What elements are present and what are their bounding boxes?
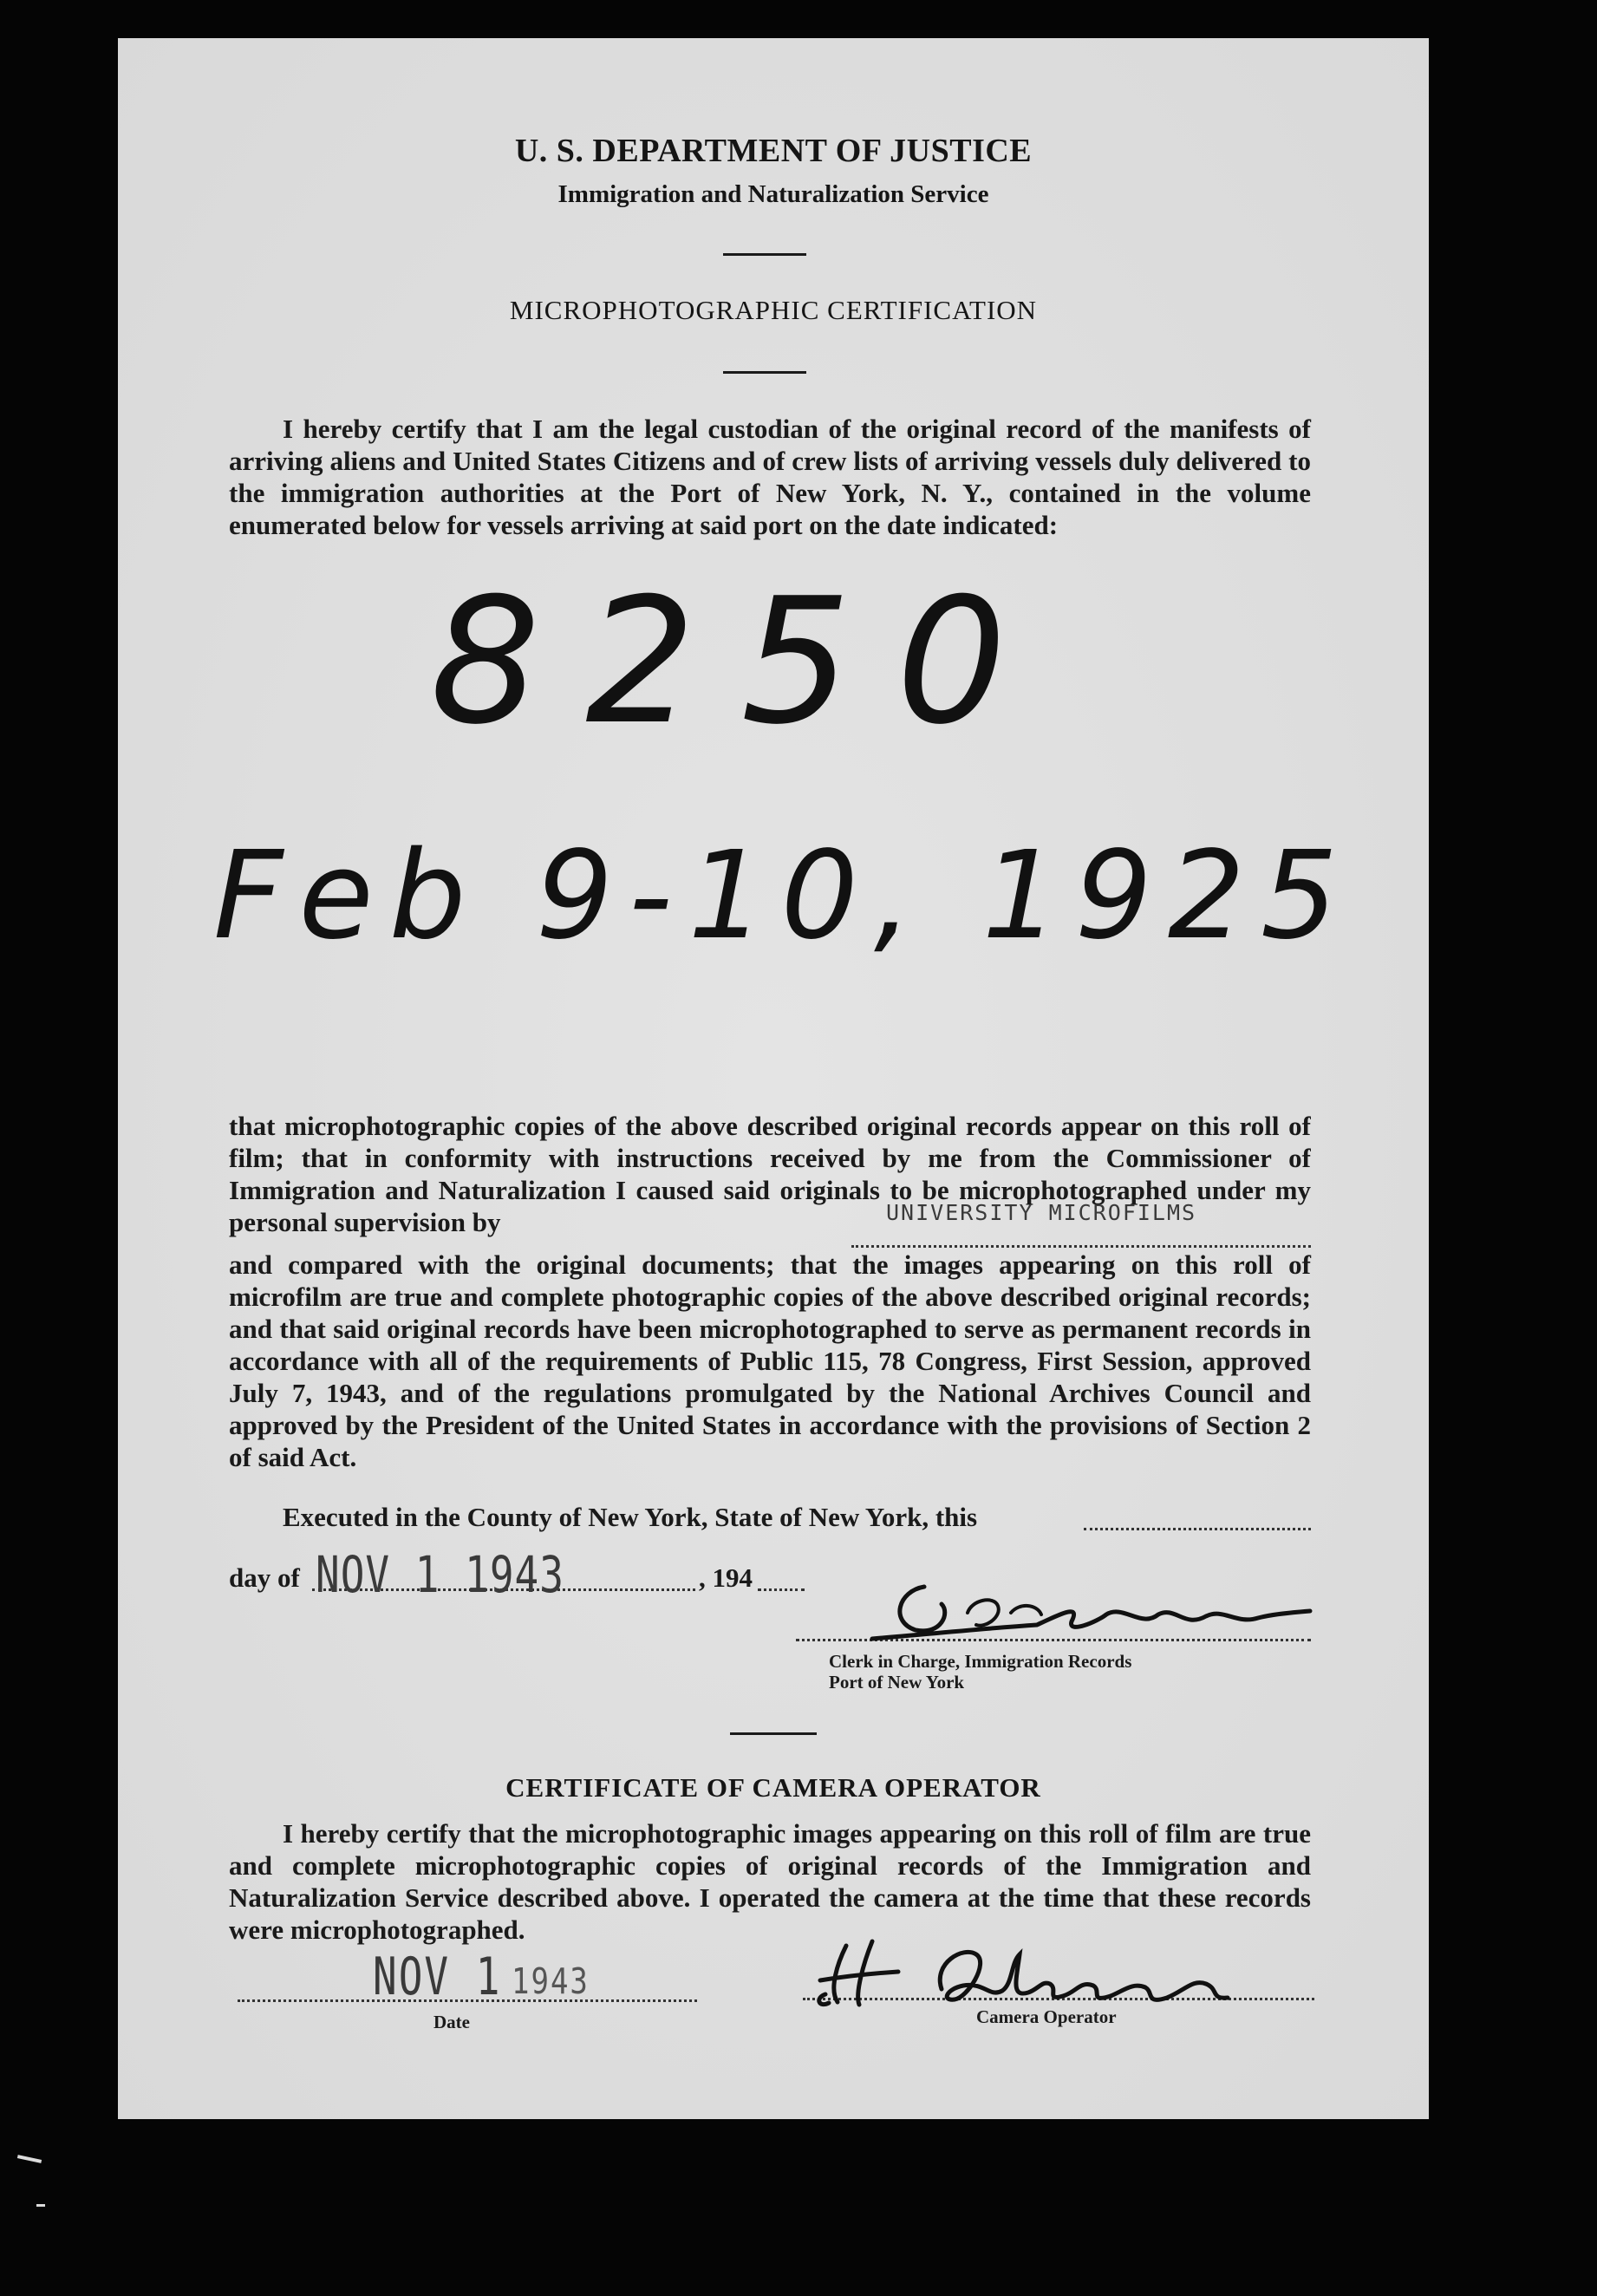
clerk-title-line2: Port of New York: [829, 1672, 965, 1693]
handwritten-volume-date: Feb 9-10, 1925: [213, 825, 1354, 967]
executed-text: Executed in the County of New York, State of New York, this: [283, 1502, 978, 1532]
film-speck: [17, 2155, 42, 2163]
clerk-title-line1: Clerk in Charge, Immigration Records: [829, 1651, 1132, 1672]
divider: [723, 253, 806, 256]
divider: [723, 371, 806, 374]
intro-paragraph: I hereby certify that I am the legal custodian of the original record of the manifests of arriving aliens and United States Citizens and of crew lists of arriving vessels duly delivered to the immigration authorities at the Port of New York, N. Y., contained in the volume enumerated below for vessels arriving at said port on the date indicated:: [229, 414, 1311, 540]
handwritten-volume-number: 8250: [430, 561, 1052, 763]
film-speck: [36, 2204, 45, 2207]
dotted-line: [851, 1245, 1311, 1248]
camera-certificate-title: CERTIFICATE OF CAMERA OPERATOR: [505, 1772, 1041, 1803]
day-of-label: day of: [229, 1562, 300, 1593]
year-prefix: , 194: [699, 1562, 753, 1593]
dotted-line: [1084, 1528, 1311, 1530]
body-paragraph-part1: that microphotographic copies of the above described original records appear on this roll of film; that in conformity with instructions received by me from the Commissioner of Immigration and Naturalization I caused said originals to be microphotographed under my personal supervision by: [229, 1111, 1311, 1237]
certificate-page: [118, 38, 1429, 2119]
clerk-signature: [864, 1552, 1314, 1647]
operator-signature: [812, 1928, 1245, 2015]
camera-operator-label: Camera Operator: [976, 2006, 1117, 2027]
department-heading: U. S. DEPARTMENT OF JUSTICE: [514, 133, 1033, 169]
camera-date-stamp-year: 1943: [512, 1961, 590, 2003]
body-paragraph-part2: and compared with the original documents; that the images appearing on this roll of microfilm are true and complete photographic copies of the above described original records; and that said original records have been microphotographed to serve as permanent records in accordance with all of the requirements of Public 115, 78 Congress, First Session, approved July 7, 1943, and of the regulations promulgated by the National Archives Council and approved by the President of the United States in accordance with the provisions of Section 2 of said Act.: [229, 1249, 1311, 1472]
service-subheading: Immigration and Naturalization Service: [557, 180, 989, 208]
dotted-line: [758, 1588, 805, 1591]
camera-certificate-text: I hereby certify that the microphotographic images appearing on this roll of film are true and complete microphotographic copies of original records of the Immigration and Naturalization Service described above. I operated the camera at the time that these records were microphotographed.: [229, 1818, 1311, 1945]
supervisor-stamp: UNIVERSITY MICROFILMS: [886, 1200, 1197, 1225]
camera-date-stamp-month: NOV 1: [373, 1946, 502, 2007]
certification-title: MICROPHOTOGRAPHIC CERTIFICATION: [509, 295, 1038, 325]
date-label: Date: [433, 2012, 470, 2032]
divider: [730, 1732, 817, 1735]
executed-date-stamp: NOV 1 1943: [316, 1545, 564, 1604]
